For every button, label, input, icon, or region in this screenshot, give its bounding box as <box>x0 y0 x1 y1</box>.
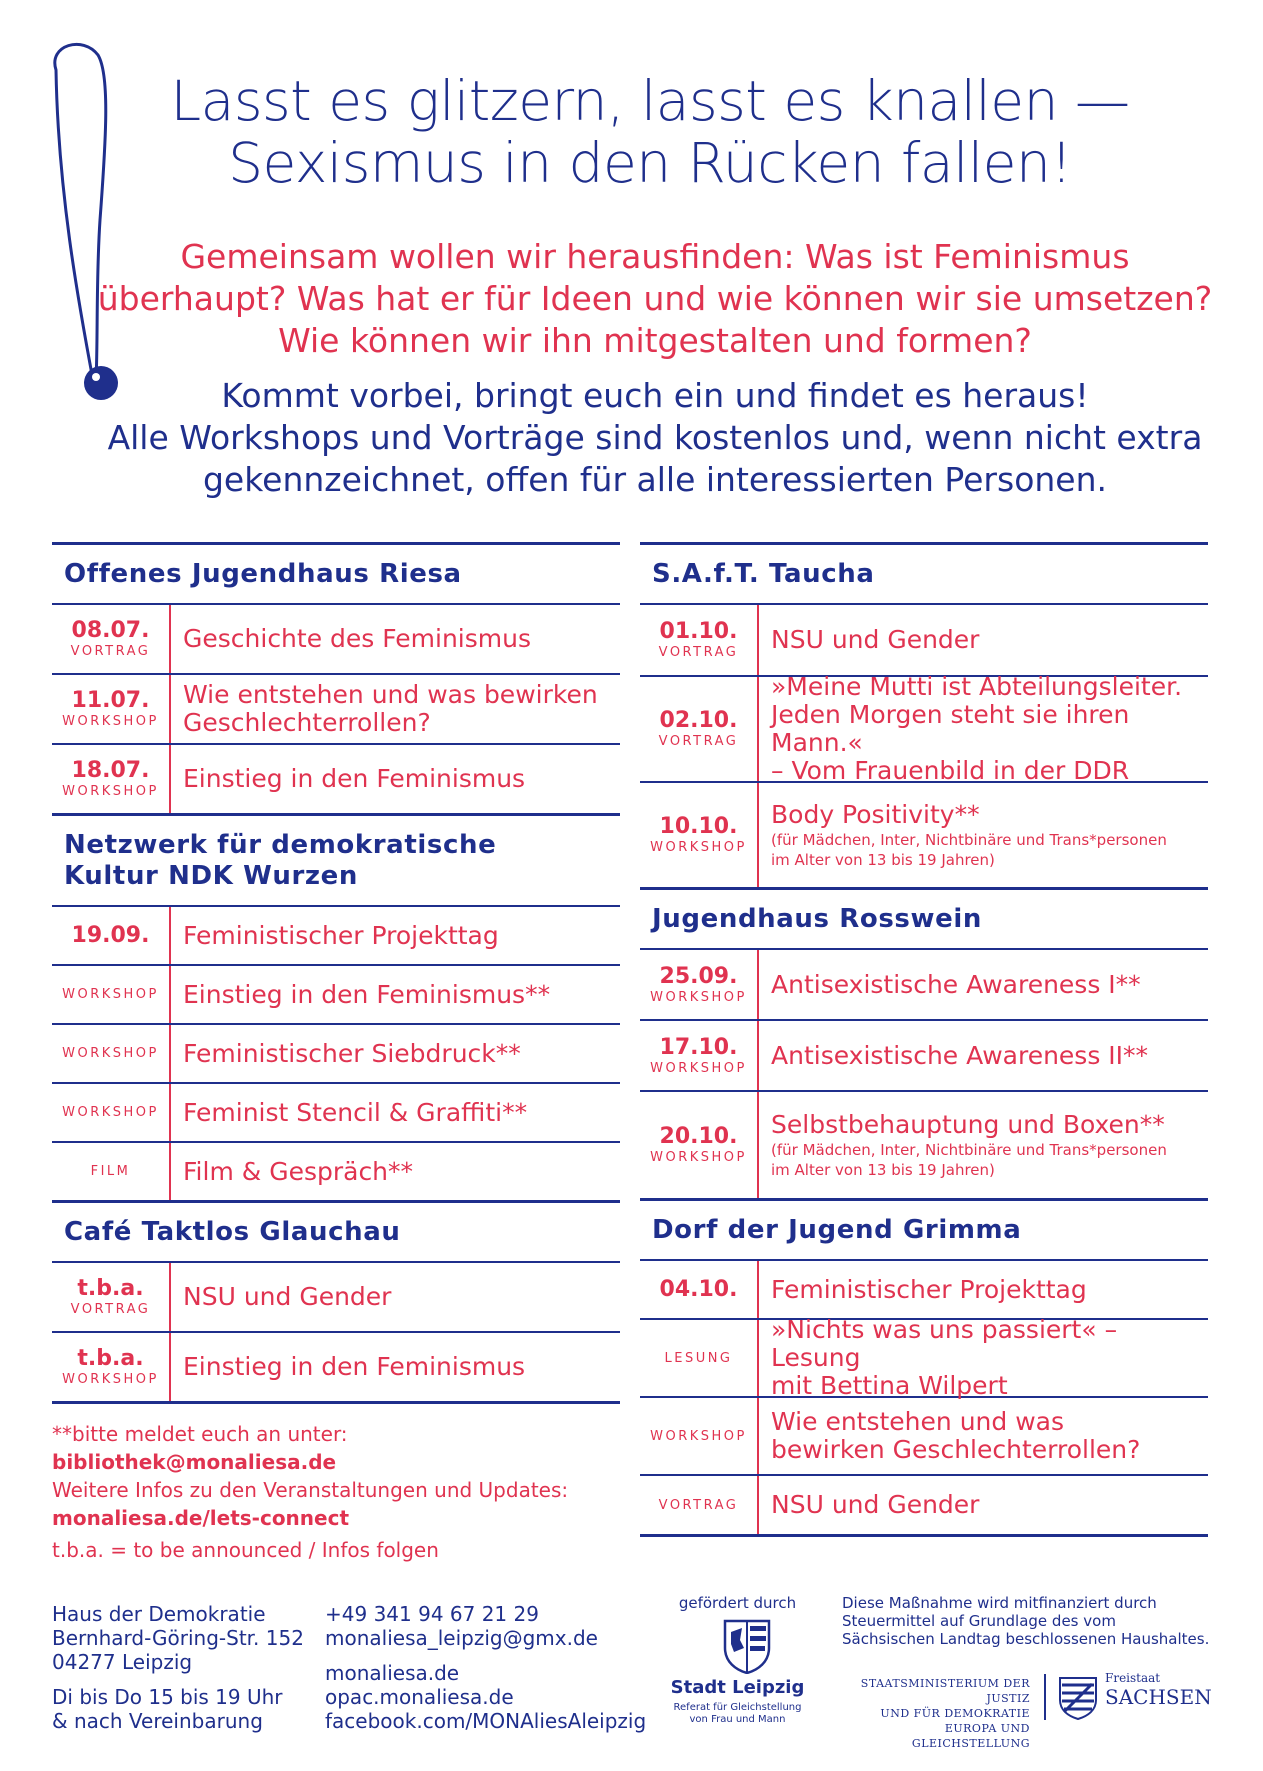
event-title: Einstieg in den Feminismus <box>183 1352 526 1381</box>
event-title-cell <box>759 1398 1208 1474</box>
headline-line-2: Sexismus in den Rücken fallen! <box>228 131 1072 195</box>
venue-heading-line-2: Kultur NDK Wurzen <box>64 861 358 891</box>
event-row <box>640 1315 1208 1400</box>
column-end-rule <box>640 1534 1208 1537</box>
event-title: »Meine Mutti ist Abteilungsleiter. <box>771 672 1183 701</box>
event-title: NSU und Gender <box>771 625 980 654</box>
event-row <box>52 673 620 743</box>
event-type: VORTRAG <box>658 734 739 749</box>
event-row <box>640 948 1208 1019</box>
invite-line-3: gekennzeichnet, offen für alle interessierten Personen. <box>202 460 1108 499</box>
event-date-cell <box>52 1025 171 1082</box>
event-title-cell <box>759 783 1208 887</box>
event-title-cell <box>171 1333 620 1401</box>
funded-by-label: gefördert durch <box>678 1594 797 1612</box>
event-date-cell <box>640 1476 759 1534</box>
event-type: WORKSHOP <box>650 840 747 855</box>
event-date-cell <box>640 783 759 887</box>
event-type: WORKSHOP <box>62 714 159 729</box>
event-date-cell <box>640 605 759 675</box>
event-type: VORTRAG <box>658 645 739 660</box>
event-title-cell <box>759 1315 1208 1400</box>
phone-number[interactable]: +49 341 94 67 21 29 <box>325 1602 539 1626</box>
address-line: Bernhard-Göring-Str. 152 <box>52 1626 304 1650</box>
invite-line-2: Alle Workshops und Vorträge sind kostenlos und, wenn nicht extra <box>107 418 1203 457</box>
event-date: 01.10. <box>659 619 738 644</box>
event-title: Antisexistische Awareness II** <box>771 1040 1149 1070</box>
event-row <box>52 603 620 673</box>
event-title: Feministischer Projekttag <box>771 1274 1087 1304</box>
invite-line-1: Kommt vorbei, bringt euch ein und findet es heraus! <box>221 376 1089 415</box>
leipzig-crest-icon <box>722 1618 772 1674</box>
ministry-line: STAATSMINISTERIUM DER JUSTIZ <box>860 1677 1030 1705</box>
event-date-cell <box>52 675 171 743</box>
event-title-cell <box>171 605 620 673</box>
venue-heading: Dorf der Jugend Grimma <box>640 1198 1208 1259</box>
funding-note <box>842 1594 1232 1648</box>
intro-text <box>80 236 1230 362</box>
event-row <box>640 1396 1208 1474</box>
address-line: Haus der Demokratie <box>52 1602 266 1626</box>
event-row <box>52 964 620 1023</box>
opening-hours <box>52 1685 283 1733</box>
event-date: 02.10. <box>659 708 738 733</box>
registration-email-link[interactable]: bibliothek@monaliesa.de <box>52 1450 337 1474</box>
event-title: Film & Gespräch** <box>183 1156 414 1186</box>
event-title: Geschlechterrollen? <box>183 708 431 737</box>
event-date-cell <box>640 1092 759 1198</box>
event-date: t.b.a. <box>77 1346 144 1371</box>
tba-note: t.b.a. = to be announced / Infos folgen <box>52 1538 439 1562</box>
event-type: WORKSHOP <box>650 1150 747 1165</box>
event-title: bewirken Geschlechterrollen? <box>771 1435 1141 1464</box>
department-line: Referat für Gleichstellung <box>673 1702 802 1713</box>
event-row <box>52 1082 620 1141</box>
event-row <box>52 1331 620 1401</box>
event-date: 19.09. <box>71 923 150 948</box>
hours-line: & nach Vereinbarung <box>52 1709 263 1733</box>
event-title-cell <box>759 950 1208 1019</box>
ministry-divider <box>1044 1674 1046 1720</box>
department <box>665 1702 810 1726</box>
event-date-cell <box>640 1398 759 1474</box>
event-title: mit Bettina Wilpert <box>771 1371 1008 1400</box>
event-date: 20.10. <box>659 1124 738 1149</box>
event-date-cell <box>52 907 171 964</box>
event-title-cell <box>759 1476 1208 1534</box>
event-row <box>640 1259 1208 1318</box>
address-line: 04277 Leipzig <box>52 1650 193 1674</box>
email-link[interactable]: monaliesa_leipzig@gmx.de <box>325 1626 598 1650</box>
invite-text <box>80 417 1230 501</box>
registration-prefix: **bitte meldet euch an unter: <box>52 1422 348 1446</box>
event-date: 10.10. <box>659 814 738 839</box>
event-date-cell <box>52 1084 171 1141</box>
saxony-crest-icon <box>1058 1676 1098 1720</box>
event-title-cell <box>171 745 620 813</box>
ministry-name <box>830 1676 1030 1751</box>
event-date-cell <box>640 950 759 1019</box>
venue-heading: Offenes Jugendhaus Riesa <box>52 542 620 603</box>
event-type: LESUNG <box>664 1350 733 1366</box>
event-date-cell <box>640 677 759 781</box>
facebook-link[interactable]: facebook.com/MONAliesAleipzig <box>325 1709 647 1733</box>
event-title: Einstieg in den Feminismus** <box>183 979 551 1009</box>
event-type: VORTRAG <box>70 1302 151 1317</box>
event-title: »Nichts was uns passiert« – Lesung <box>771 1315 1118 1372</box>
event-row <box>640 781 1208 887</box>
event-date-cell <box>52 966 171 1023</box>
event-row <box>640 672 1208 785</box>
intro-line-1: Gemeinsam wollen wir herausfinden: Was ist Feminismus <box>180 237 1130 276</box>
web-links <box>325 1661 646 1733</box>
headline <box>100 70 1200 194</box>
event-type: WORKSHOP <box>650 1060 747 1076</box>
intro-line-3: Wie können wir ihn mitgestalten und formen? <box>278 321 1032 360</box>
ministry-line: EUROPA UND GLEICHSTELLUNG <box>911 1722 1030 1750</box>
event-type: VORTRAG <box>70 644 151 659</box>
event-row <box>52 905 620 964</box>
event-date: 08.07. <box>71 618 150 643</box>
event-title-cell <box>759 605 1208 675</box>
footnotes <box>52 1420 632 1564</box>
venue-heading: S.A.f.T. Taucha <box>640 542 1208 603</box>
event-title-cell <box>759 672 1208 785</box>
event-note: im Alter von 13 bis 19 Jahren) <box>771 1161 995 1179</box>
event-title-cell <box>171 1084 620 1141</box>
funding-note-line: Diese Maßnahme wird mitfinanziert durch <box>842 1594 1157 1612</box>
more-info-link[interactable]: monaliesa.de/lets-connect <box>52 1506 350 1530</box>
address-block <box>52 1602 304 1674</box>
more-info-text: Weitere Infos zu den Veranstaltungen und Updates: <box>52 1478 569 1502</box>
event-type: WORKSHOP <box>650 1428 747 1444</box>
event-title: Feministischer Siebdruck** <box>183 1038 521 1068</box>
event-type: WORKSHOP <box>62 1105 159 1120</box>
intro-line-2: überhaupt? Was hat er für Ideen und wie können wir sie umsetzen? <box>97 279 1213 318</box>
event-title-cell <box>759 1092 1208 1198</box>
event-date-cell <box>52 605 171 673</box>
event-title-cell <box>171 675 620 743</box>
opac-link[interactable]: opac.monaliesa.de <box>325 1685 514 1709</box>
event-title: Wie entstehen und was bewirken <box>183 680 598 709</box>
event-title: Geschichte des Feminismus <box>183 624 531 653</box>
event-row <box>640 1474 1208 1534</box>
event-date-cell <box>640 1261 759 1318</box>
event-date-cell <box>52 1263 171 1331</box>
event-title: Einstieg in den Feminismus <box>183 764 526 793</box>
event-title: Antisexistische Awareness I** <box>771 969 1141 999</box>
event-title: Feminist Stencil & Graffiti** <box>183 1097 528 1127</box>
state-label: Freistaat <box>1105 1671 1161 1685</box>
event-date: 11.07. <box>71 688 150 713</box>
website-link[interactable]: monaliesa.de <box>325 1661 460 1685</box>
contact-block <box>325 1602 598 1650</box>
event-note: (für Mädchen, Inter, Nichtbinäre und Trans*personen <box>771 831 1167 849</box>
event-note: (für Mädchen, Inter, Nichtbinäre und Trans*personen <box>771 1141 1167 1159</box>
event-title: Feministischer Projekttag <box>183 920 499 950</box>
event-title: Selbstbehauptung und Boxen** <box>771 1110 1165 1139</box>
event-type: FILM <box>90 1164 131 1179</box>
event-title: Body Positivity** <box>771 800 980 829</box>
ministry-line: UND FÜR DEMOKRATIE <box>880 1707 1030 1720</box>
event-title-cell <box>171 1025 620 1082</box>
event-row <box>640 603 1208 675</box>
event-type: VORTRAG <box>658 1497 739 1513</box>
event-row <box>52 1023 620 1082</box>
venue-heading: Jugendhaus Rosswein <box>640 887 1208 948</box>
event-row <box>640 1019 1208 1090</box>
event-title-cell <box>171 1143 620 1200</box>
event-date-cell <box>52 745 171 813</box>
event-title: Jeden Morgen steht sie ihren Mann.« <box>771 700 1130 757</box>
venue-heading-line-1: Netzwerk für demokratische <box>64 830 497 860</box>
event-date: 04.10. <box>659 1277 738 1302</box>
event-title: Wie entstehen und was <box>771 1407 1064 1436</box>
department-line: von Frau und Mann <box>689 1714 786 1725</box>
event-date-cell <box>640 1021 759 1090</box>
event-type: WORKSHOP <box>62 1372 159 1387</box>
city-name: Stadt Leipzig <box>670 1677 805 1698</box>
event-note: im Alter von 13 bis 19 Jahren) <box>771 851 995 869</box>
registration-note <box>52 1420 632 1476</box>
event-title-cell <box>171 1263 620 1331</box>
event-row <box>52 1141 620 1200</box>
event-row <box>52 1261 620 1331</box>
state-name: SACHSEN <box>1105 1685 1212 1709</box>
event-type: WORKSHOP <box>62 784 159 799</box>
headline-line-1: Lasst es glitzern, lasst es knallen — <box>170 69 1130 133</box>
event-row <box>52 743 620 813</box>
funding-note-line: Steuermittel auf Grundlage des vom <box>842 1612 1116 1630</box>
event-title: NSU und Gender <box>771 1490 980 1519</box>
event-title-cell <box>171 907 620 964</box>
venue-heading: Café Taktlos Glauchau <box>52 1200 620 1261</box>
event-date-cell <box>640 1320 759 1396</box>
event-type: WORKSHOP <box>62 987 159 1002</box>
event-date-cell <box>52 1333 171 1401</box>
event-date: t.b.a. <box>77 1276 144 1301</box>
event-title-cell <box>171 966 620 1023</box>
event-title-cell <box>759 1021 1208 1090</box>
event-date: 17.10. <box>659 1034 738 1060</box>
event-type: WORKSHOP <box>650 989 747 1005</box>
funding-note-line: Sächsischen Landtag beschlossenen Haushaltes. <box>842 1630 1210 1648</box>
event-date-cell <box>52 1143 171 1200</box>
event-type: WORKSHOP <box>62 1046 159 1061</box>
event-date: 25.09. <box>659 963 738 989</box>
event-title: NSU und Gender <box>183 1282 392 1311</box>
event-date: 18.07. <box>71 758 150 783</box>
column-end-rule <box>52 1401 620 1404</box>
event-title-cell <box>759 1261 1208 1318</box>
hours-line: Di bis Do 15 bis 19 Uhr <box>52 1685 283 1709</box>
venue-heading <box>52 813 620 905</box>
event-row <box>640 1090 1208 1198</box>
right-column <box>640 542 1208 1537</box>
left-column <box>52 542 620 1404</box>
event-title: – Vom Frauenbild in der DDR <box>771 756 1130 785</box>
